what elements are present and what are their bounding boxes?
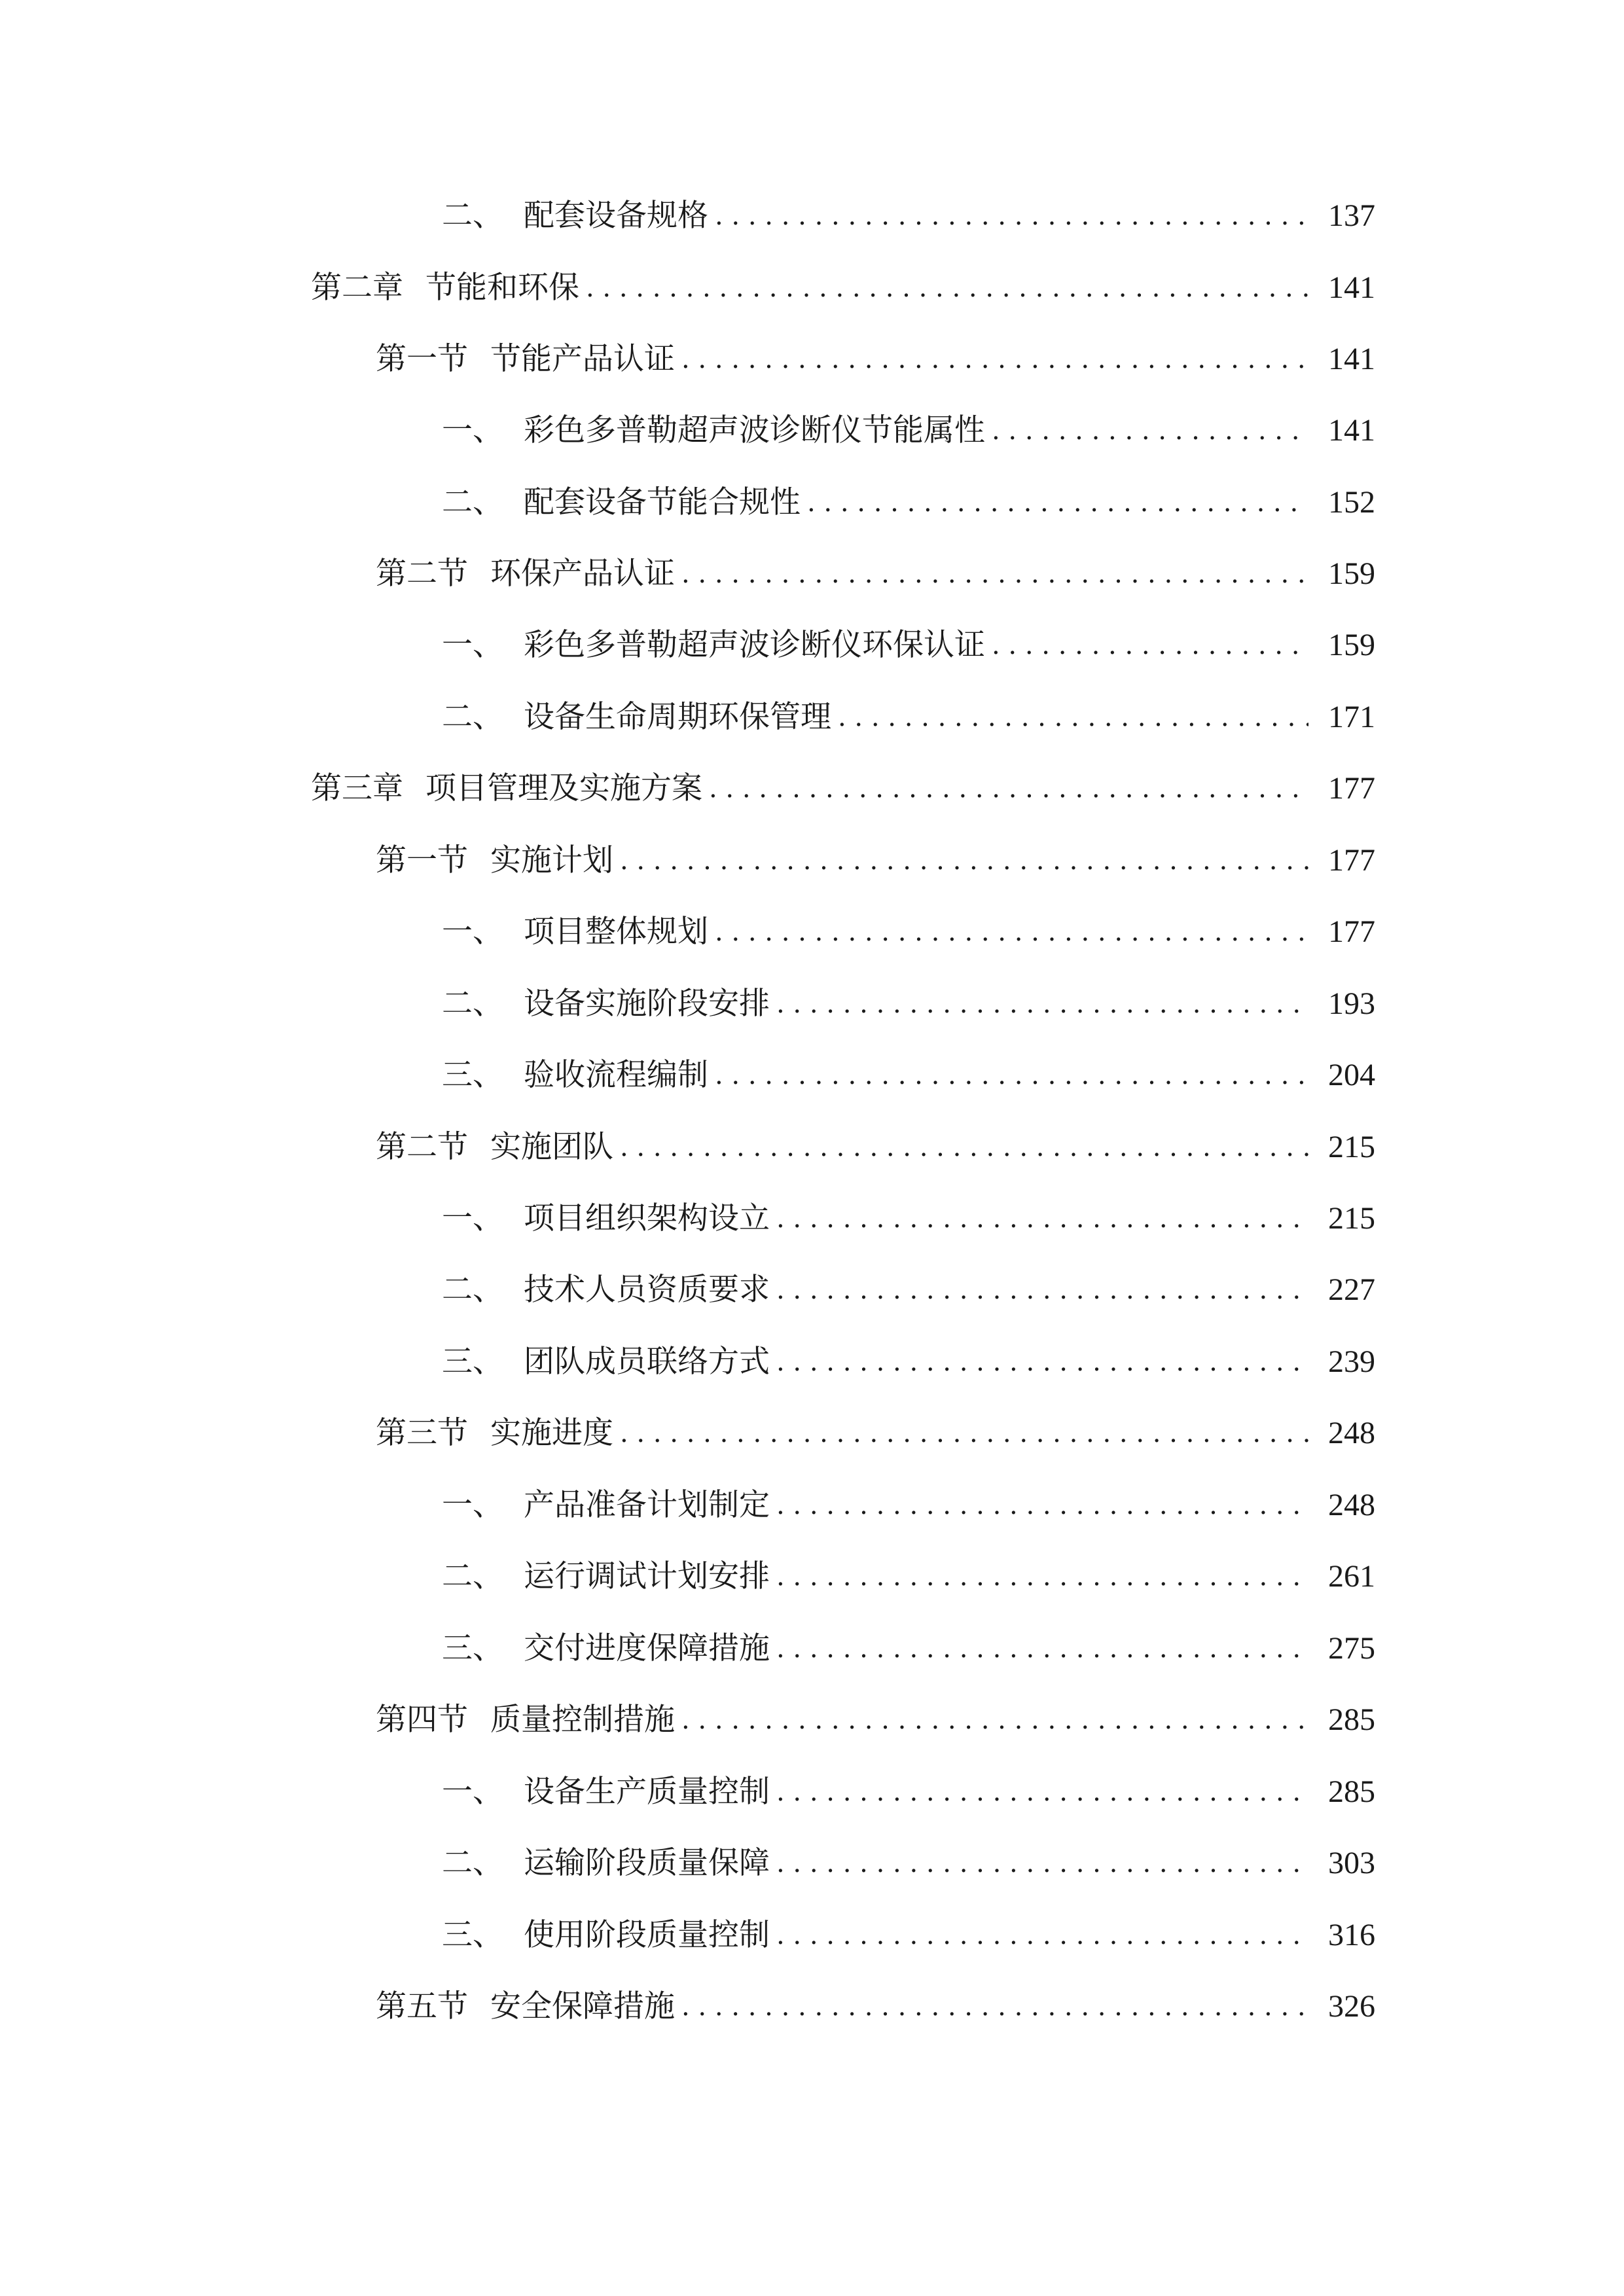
toc-entry-page: 159 [1328,556,1375,591]
toc-dot-leader [807,476,1308,529]
toc-entry-title: 团队成员联络方式 [524,1344,770,1380]
toc-entry[interactable] [442,906,1375,958]
toc-entry-title: 实施进度 [490,1415,613,1451]
toc-dot-leader [992,404,1308,457]
toc-entry-page: 137 [1328,198,1375,233]
toc-entry-title: 彩色多普勒超声波诊断仪环保认证 [524,627,985,663]
toc-entry[interactable] [376,333,1375,386]
toc-entry-page: 326 [1328,1989,1375,2024]
toc-entry-number: 二、 [442,699,503,735]
toc-entry-number: 一、 [442,914,503,950]
toc-entry-page: 227 [1328,1272,1375,1307]
toc-entry-title: 设备生产质量控制 [524,1774,770,1810]
toc-entry-title: 彩色多普勒超声波诊断仪节能属性 [524,412,985,448]
toc-entry[interactable] [442,190,1375,242]
toc-entry-number: 二、 [442,986,503,1022]
toc-dot-leader [620,1407,1308,1460]
toc-entry-title: 运输阶段质量保障 [524,1845,770,1881]
toc-entry[interactable] [376,1981,1375,2033]
toc-dot-leader [776,1264,1308,1316]
toc-entry[interactable] [442,1766,1375,1818]
toc-entry[interactable] [311,262,1375,314]
toc-entry-number: 第二节 [376,556,468,592]
toc-entry-number: 一、 [442,412,503,448]
toc-entry-title: 设备实施阶段安排 [524,986,770,1022]
toc-dot-leader [681,1694,1308,1746]
toc-entry-title: 质量控制措施 [490,1702,675,1738]
toc-dot-leader [776,978,1308,1030]
toc-entry[interactable] [376,834,1375,887]
toc-entry-title: 环保产品认证 [490,556,675,592]
toc-dot-leader [776,1193,1308,1245]
toc-entry-title: 验收流程编制 [524,1057,708,1093]
toc-dot-leader [681,1981,1308,2033]
toc-dot-leader [681,333,1308,386]
toc-entry-page: 285 [1328,1702,1375,1737]
toc-dot-leader [776,1479,1308,1532]
toc-entry-title: 技术人员资质要求 [524,1272,770,1308]
toc-entry-number: 第五节 [376,1988,468,2024]
toc-entry-number: 第一节 [376,842,468,878]
toc-entry-page: 177 [1328,843,1375,878]
toc-entry-title: 项目整体规划 [524,914,708,950]
toc-entry-title: 配套设备规格 [524,198,708,234]
toc-entry-number: 一、 [442,1774,503,1810]
toc-entry-page: 141 [1328,270,1375,305]
toc-dot-leader [709,762,1308,815]
toc-dot-leader [681,548,1308,600]
toc-entry-title: 配套设备节能合规性 [524,484,801,520]
toc-entry-page: 261 [1328,1559,1375,1594]
toc-dot-leader [620,1121,1308,1174]
toc-dot-leader [776,1336,1308,1388]
toc-entry-title: 节能产品认证 [490,341,675,377]
toc-entry[interactable] [376,548,1375,600]
toc-entry-page: 204 [1328,1058,1375,1092]
toc-entry-number: 三、 [442,1057,503,1093]
toc-entry[interactable] [442,1837,1375,1890]
toc-entry-number: 一、 [442,1200,503,1236]
toc-entry-page: 215 [1328,1130,1375,1164]
toc-entry-title: 运行调试计划安排 [524,1558,770,1594]
toc-entry[interactable] [442,1264,1375,1316]
toc-entry[interactable] [442,619,1375,672]
toc-dot-leader [776,1766,1308,1818]
toc-entry[interactable] [442,1336,1375,1388]
toc-entry-title: 使用阶段质量控制 [524,1917,770,1953]
toc-dot-leader [776,1623,1308,1675]
toc-entry-number: 第二章 [311,270,403,306]
toc-entry-page: 159 [1328,628,1375,662]
toc-entry-page: 141 [1328,342,1375,376]
toc-entry[interactable] [442,1623,1375,1675]
toc-entry-page: 177 [1328,914,1375,949]
toc-entry-page: 152 [1328,485,1375,520]
toc-entry[interactable] [376,1694,1375,1746]
toc-entry-page: 193 [1328,986,1375,1021]
toc-entry-page: 215 [1328,1201,1375,1236]
toc-entry-number: 三、 [442,1344,503,1380]
toc-entry[interactable] [442,691,1375,744]
toc-entry-number: 一、 [442,627,503,663]
toc-entry[interactable] [442,1479,1375,1532]
toc-entry-title: 产品准备计划制定 [524,1487,770,1523]
toc-entry-number: 二、 [442,198,503,234]
toc-entry-page: 171 [1328,700,1375,734]
toc-entry-number: 第二节 [376,1129,468,1165]
toc-entry[interactable] [376,1121,1375,1174]
toc-entry[interactable] [376,1407,1375,1460]
toc-entry-page: 248 [1328,1488,1375,1522]
toc-entry[interactable] [311,762,1375,815]
toc-entry[interactable] [442,476,1375,529]
toc-entry-page: 303 [1328,1846,1375,1880]
toc-dot-leader [715,190,1308,242]
toc-entry-page: 316 [1328,1918,1375,1952]
toc-entry-page: 239 [1328,1344,1375,1379]
toc-entry-title: 项目管理及实施方案 [425,770,702,806]
toc-entry-title: 节能和环保 [425,270,579,306]
toc-entry-page: 177 [1328,771,1375,806]
toc-entry-number: 二、 [442,1272,503,1308]
toc-entry-title: 实施计划 [490,842,613,878]
toc-entry-title: 项目组织架构设立 [524,1200,770,1236]
toc-entry-number: 第三节 [376,1415,468,1451]
toc-entry-title: 交付进度保障措施 [524,1630,770,1666]
toc-dot-leader [776,1837,1308,1890]
toc-entry-page: 285 [1328,1774,1375,1809]
toc-entry-number: 第三章 [311,770,403,806]
toc-entry-page: 141 [1328,413,1375,448]
toc-entry[interactable] [442,404,1375,457]
toc-entry-number: 一、 [442,1487,503,1523]
toc-dot-leader [776,1551,1308,1603]
toc-dot-leader [586,262,1308,314]
toc-entry[interactable] [442,1049,1375,1102]
toc-dot-leader [776,1909,1308,1962]
toc-entry-number: 二、 [442,1845,503,1881]
toc-dot-leader [620,834,1308,887]
toc-entry-title: 安全保障措施 [490,1988,675,2024]
toc-entry-number: 三、 [442,1630,503,1666]
toc-dot-leader [838,691,1308,744]
toc-entry[interactable] [442,978,1375,1030]
toc-entry-number: 三、 [442,1917,503,1953]
toc-entry[interactable] [442,1193,1375,1245]
toc-entry-page: 275 [1328,1631,1375,1666]
toc-dot-leader [992,619,1308,672]
toc-entry[interactable] [442,1909,1375,1962]
toc-entry-number: 第一节 [376,341,468,377]
toc-dot-leader [715,906,1308,958]
toc-entry-number: 二、 [442,1558,503,1594]
toc-entry-title: 设备生命周期环保管理 [524,699,831,735]
toc-entry-title: 实施团队 [490,1129,613,1165]
toc-entry-number: 第四节 [376,1702,468,1738]
toc-dot-leader [715,1049,1308,1102]
toc-entry-number: 二、 [442,484,503,520]
toc-entry-page: 248 [1328,1416,1375,1450]
toc-entry[interactable] [442,1551,1375,1603]
